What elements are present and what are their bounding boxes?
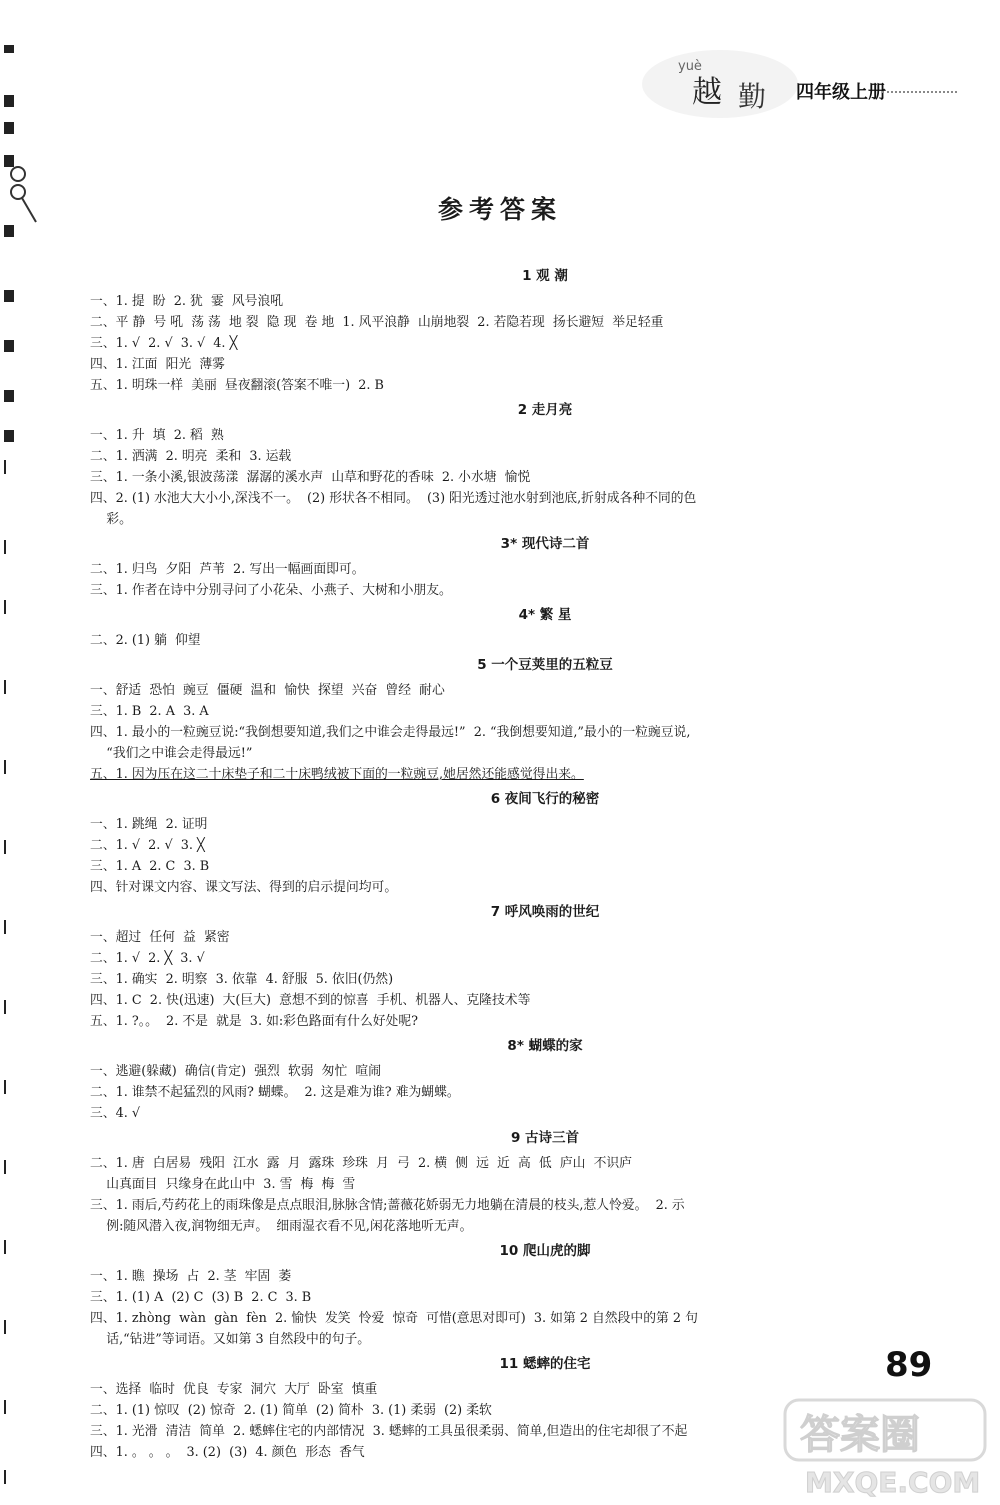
section-title: 11 蟋蟀的住宅	[499, 1356, 591, 1372]
answer-line: 二、1. 唐 白居易 残阳 江水 露 月 露珠 珍珠 月 弓 2. 横 侧 远 近 高 低 庐山 不识庐	[90, 1156, 632, 1171]
answer-line: 三、1. 确实 2. 明察 3. 依靠 4. 舒服 5. 依旧(仍然)	[90, 972, 394, 987]
section-title: 3* 现代诗二首	[500, 536, 590, 552]
answer-line: 三、1. 一条小溪,银波荡漾 潺潺的溪水声 山草和野花的香味 2. 小水塘 愉悦	[90, 470, 531, 485]
answer-line: 话,“钻进”等词语。又如第 3 自然段中的句子。	[90, 1332, 371, 1347]
answer-line: 二、平 静 号 吼 荡 荡 地 裂 隐 现 卷 地 1. 风平浪静 山崩地裂 2. 若隐若现 扬长避短 举足轻重	[90, 315, 664, 330]
answer-line: 一、选择 临时 优良 专家 洞穴 大厅 卧室 慎重	[90, 1382, 378, 1397]
answer-line: 四、1. 最小的一粒豌豆说:“我倒想要知道,我们之中谁会走得最远!” 2. “我倒想要知道,”最小的一粒豌豆说,	[90, 725, 691, 740]
answer-line: 二、1. 归鸟 夕阳 芦苇 2. 写出一幅画面即可。	[90, 562, 365, 577]
answer-line: 一、舒适 恐怕 豌豆 僵硬 温和 愉快 探望 兴奋 曾经 耐心	[90, 683, 445, 698]
answer-line: 三、1. 雨后,芍药花上的雨珠像是点点眼泪,脉脉含情;蔷薇花娇弱无力地躺在清晨的枝头,惹人怜爱。 2. 示	[90, 1198, 685, 1213]
answer-line: 一、1. 瞧 操场 占 2. 茎 牢固 萎	[90, 1269, 292, 1284]
answer-line: 一、超过 任何 益 紧密	[90, 930, 230, 945]
answer-line: 一、逃避(躲藏) 确信(肯定) 强烈 软弱 匆忙 喧闹	[90, 1064, 381, 1079]
answer-line: 四、1. 。 。 。 3. (2) (3) 4. 颜色 形态 香气	[90, 1445, 365, 1460]
answer-line: 二、1. 谁禁不起猛烈的风雨? 蝴蝶。 2. 这是难为谁? 难为蝴蝶。	[90, 1085, 460, 1100]
section-title: 10 爬山虎的脚	[499, 1243, 591, 1259]
brand-logo	[620, 36, 800, 126]
answer-line: 二、1. 洒满 2. 明亮 柔和 3. 运载	[90, 449, 292, 464]
section-title: 5 一个豆荚里的五粒豆	[477, 657, 613, 673]
section-title: 8* 蝴蝶的家	[507, 1038, 583, 1054]
section-title: 4* 繁 星	[518, 607, 572, 623]
watermark-logo	[780, 1390, 990, 1500]
answer-line: 四、2. (1) 水池大大小小,深浅不一。 (2) 形状各不相同。 (3) 阳光透过池水射到池底,折射成各种不同的色	[90, 491, 697, 506]
answer-line: 三、4. √	[90, 1106, 141, 1121]
svg-text:勤: 勤	[738, 80, 767, 113]
answer-content	[90, 262, 880, 1463]
section-title: 1 观 潮	[522, 268, 568, 284]
answer-line: 三、1. 作者在诗中分别寻问了小花朵、小燕子、大树和小朋友。	[90, 583, 452, 598]
answer-line: 五、1. 明珠一样 美丽 昼夜翻滚(答案不唯一) 2. B	[90, 378, 384, 393]
section-title: 9 古诗三首	[510, 1130, 580, 1146]
answer-line: 一、1. 跳绳 2. 证明	[90, 817, 208, 832]
answer-line: 四、1. C 2. 快(迅速) 大(巨大) 意想不到的惊喜 手机、机器人、克隆技术等	[90, 993, 531, 1008]
page-title: 参考答案	[437, 195, 562, 224]
answer-line: 五、1. ?。。 2. 不是 就是 3. 如:彩色路面有什么好处呢?	[90, 1014, 419, 1029]
section-title: 7 呼风唤雨的世纪	[490, 904, 600, 920]
svg-text:答案圈: 答案圈	[800, 1412, 920, 1458]
page-number: 89	[885, 1345, 933, 1385]
answer-line: 二、1. √ 2. ╳ 3. √	[90, 951, 205, 966]
svg-text:越: 越	[692, 75, 722, 110]
answer-line: 二、1. (1) 惊叹 (2) 惊奇 2. (1) 简单 (2) 简朴 3. (1) 柔弱 (2) 柔软	[90, 1403, 492, 1418]
answer-line: 三、1. √ 2. √ 3. √ 4. ╳	[90, 336, 238, 351]
answer-line: 彩。	[90, 512, 132, 527]
answer-line: 一、1. 升 填 2. 稻 熟	[90, 428, 224, 443]
answer-line: 一、1. 提 盼 2. 犹 霎 风号浪吼	[90, 294, 284, 309]
answer-line: 三、1. A 2. C 3. B	[90, 859, 210, 874]
answer-line: “我们之中谁会走得最远!”	[90, 746, 253, 761]
section-title: 2 走月亮	[517, 402, 573, 418]
answer-line: 四、1. 江面 阳光 薄雾	[90, 357, 225, 372]
answer-line: 二、2. (1) 躺 仰望	[90, 633, 201, 648]
header-divider	[882, 91, 957, 93]
answer-line: 例:随风潜入夜,润物细无声。 细雨湿衣看不见,闲花落地听无声。	[90, 1219, 473, 1234]
answer-line: 三、1. (1) A (2) C (3) B 2. C 3. B	[90, 1290, 312, 1305]
grade-label: 四年级上册	[796, 82, 886, 103]
answer-line: 四、1. zhòng wàn gàn fèn 2. 愉快 发笑 怜爱 惊奇 可惜(意思对即可) 3. 如第 2 自然段中的第 2 句	[90, 1311, 698, 1326]
svg-text:yuè: yuè	[678, 59, 702, 74]
answer-line: 三、1. B 2. A 3. A	[90, 704, 209, 719]
answer-line: 五、1. 因为压在这二十床垫子和二十床鸭绒被下面的一粒豌豆,她居然还能感觉得出来。	[90, 767, 584, 782]
answer-line: 三、1. 光滑 清洁 简单 2. 蟋蟀住宅的内部情况 3. 蟋蟀的工具虽很柔弱、简单,但造出的住宅却很了不起	[90, 1424, 688, 1439]
answer-line: 二、1. √ 2. √ 3. ╳	[90, 838, 205, 853]
answer-line: 四、针对课文内容、课文写法、得到的启示提问均可。	[90, 880, 398, 895]
section-title: 6 夜间飞行的秘密	[490, 791, 600, 807]
answer-line: 山真面目 只缘身在此山中 3. 雪 梅 梅 雪	[90, 1177, 356, 1192]
svg-text:MXQE.COM: MXQE.COM	[805, 1466, 981, 1499]
page-header	[620, 36, 960, 126]
